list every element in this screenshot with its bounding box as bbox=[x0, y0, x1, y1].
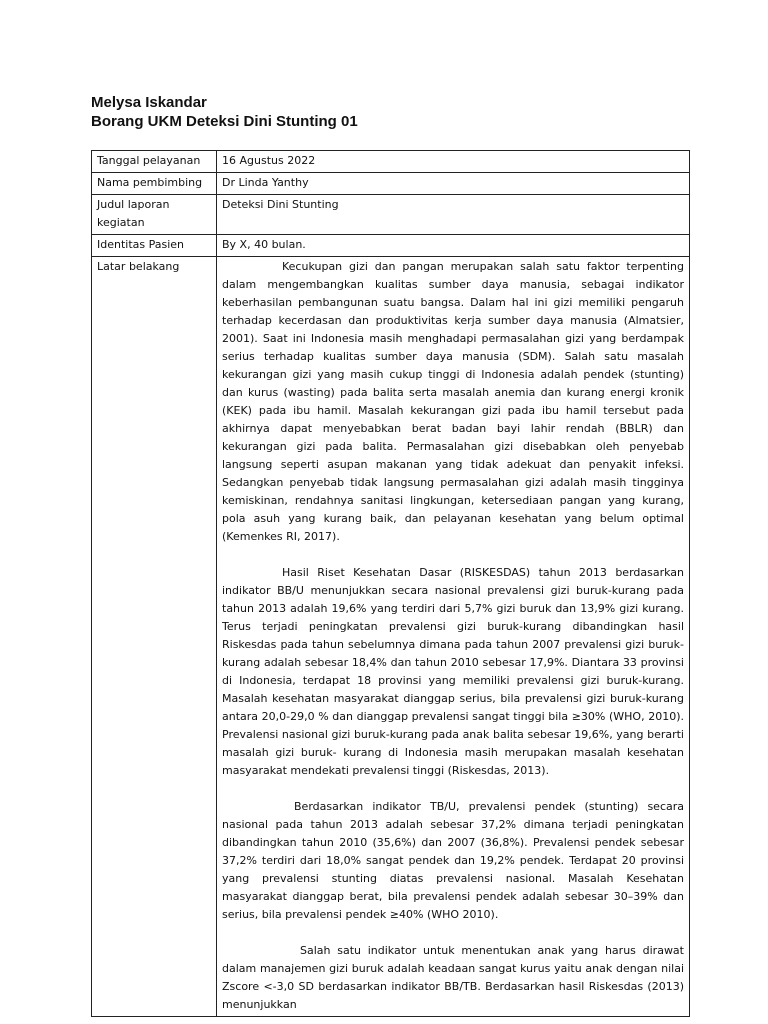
table-row bbox=[92, 195, 690, 235]
row-label-identitas: Identitas Pasien bbox=[92, 235, 217, 257]
table-row bbox=[92, 173, 690, 195]
table-row bbox=[92, 151, 690, 173]
paragraph-text: Berdasarkan indikator TB/U, prevalensi pendek (stunting) secara nasional pada tahun 2013 adalah sebesar 37,2% dimana terjadi peningkatan dibandingkan tahun 2010 (35,6%) dan 2007 (36,8%). Prevalensi pendek sebesar 37,2% terdiri dari 18,0% sangat pendek dan 19,2% pendek. Terdapat 20 provinsi yang prevalensi stunting diatas prevalensi nasional. Masalah Kesehatan masyarakat dianggap berat, bila prevalensi pendek adalah sebesar 30–39% dan serius, bila prevalensi pendek ≥40% (WHO 2010). bbox=[222, 800, 684, 921]
borang-table bbox=[91, 150, 690, 1017]
latar-belakang-body bbox=[217, 257, 690, 1017]
document-header bbox=[91, 93, 358, 131]
row-label-latar-belakang: Latar belakang bbox=[92, 257, 217, 1017]
document-title: Borang UKM Deteksi Dini Stunting 01 bbox=[91, 113, 358, 130]
paragraph-text: Kecukupan gizi dan pangan merupakan salah satu faktor terpenting dalam mengembangkan kualitas sumber daya manusia, sebagai indikator keberhasilan pembangunan suatu bangsa. Dalam hal ini gizi memiliki pengaruh terhadap kecerdasan dan produktivitas kerja sumber daya manusia (Almatsier, 2001). Saat ini Indonesia masih menghadapi permasalahan gizi yang berdampak serius terhadap kualitas sumber daya manusia (SDM). Salah satu masalah kekurangan gizi yang masih cukup tinggi di Indonesia adalah pendek (stunting) dan kurus (wasting) pada balita serta masalah anemia dan kurang energi kronik (KEK) pada ibu hamil. Masalah kekurangan gizi pada ibu hamil tersebut pada akhirnya dapat menyebabkan berat badan bayi lahir rendah (BBLR) dan kekurangan gizi pada balita. Permasalahan gizi disebabkan oleh penyebab langsung seperti asupan makanan yang tidak adekuat dan penyakit infeksi. Sedangkan penyebab tidak langsung permasalahan gizi adalah masih tingginya kemiskinan, rendahnya sanitasi lingkungan, ketersediaan pangan yang kurang, pola asuh yang kurang baik, dan pelayanan kesehatan yang belum optimal (Kemenkes RI, 2017). bbox=[222, 260, 684, 543]
row-label-pembimbing: Nama pembimbing bbox=[92, 173, 217, 195]
paragraph-4 bbox=[222, 942, 684, 1014]
row-value-identitas: By X, 40 bulan. bbox=[217, 235, 690, 257]
author-name: Melysa Iskandar bbox=[91, 94, 207, 111]
row-value-tanggal: 16 Agustus 2022 bbox=[217, 151, 690, 173]
paragraph-text: Hasil Riset Kesehatan Dasar (RISKESDAS) tahun 2013 berdasarkan indikator BB/U menunjukkan secara nasional prevalensi gizi buruk-kurang pada tahun 2013 adalah 19,6% yang terdiri dari 5,7% gizi buruk dan 13,9% gizi kurang. Terus terjadi peningkatan prevalensi gizi buruk-kurang dibandingkan hasil Riskesdas pada tahun sebelumnya dimana pada tahun 2007 prevalensi gizi buruk-kurang adalah sebesar 18,4% dan tahun 2010 sebesar 17,9%. Diantara 33 provinsi di Indonesia, terdapat 18 provinsi yang memiliki prevalensi gizi buruk-kurang. Masalah kesehatan masyarakat dianggap serius, bila prevalensi gizi buruk-kurang antara 20,0-29,0 % dan dianggap prevalensi sangat tinggi bila ≥30% (WHO, 2010). Prevalensi nasional gizi buruk-kurang pada anak balita sebesar 19,6%, yang berarti masalah gizi buruk- kurang di Indonesia masih merupakan masalah kesehatan masyarakat mendekati prevalensi tinggi (Riskesdas, 2013). bbox=[222, 566, 684, 777]
paragraph-3 bbox=[222, 798, 684, 924]
table-row bbox=[92, 257, 690, 1017]
paragraph-2 bbox=[222, 564, 684, 780]
row-label-tanggal: Tanggal pelayanan bbox=[92, 151, 217, 173]
row-label-judul: Judul laporan kegiatan bbox=[92, 195, 217, 235]
table-row bbox=[92, 235, 690, 257]
row-value-judul: Deteksi Dini Stunting bbox=[217, 195, 690, 235]
paragraph-text: Salah satu indikator untuk menentukan anak yang harus dirawat dalam manajemen gizi buruk adalah keadaan sangat kurus yaitu anak dengan nilai Zscore <-3,0 SD berdasarkan indikator BB/TB. Berdasarkan hasil Riskesdas (2013) menunjukkan bbox=[222, 944, 684, 1011]
row-value-pembimbing: Dr Linda Yanthy bbox=[217, 173, 690, 195]
paragraph-1 bbox=[222, 258, 684, 546]
